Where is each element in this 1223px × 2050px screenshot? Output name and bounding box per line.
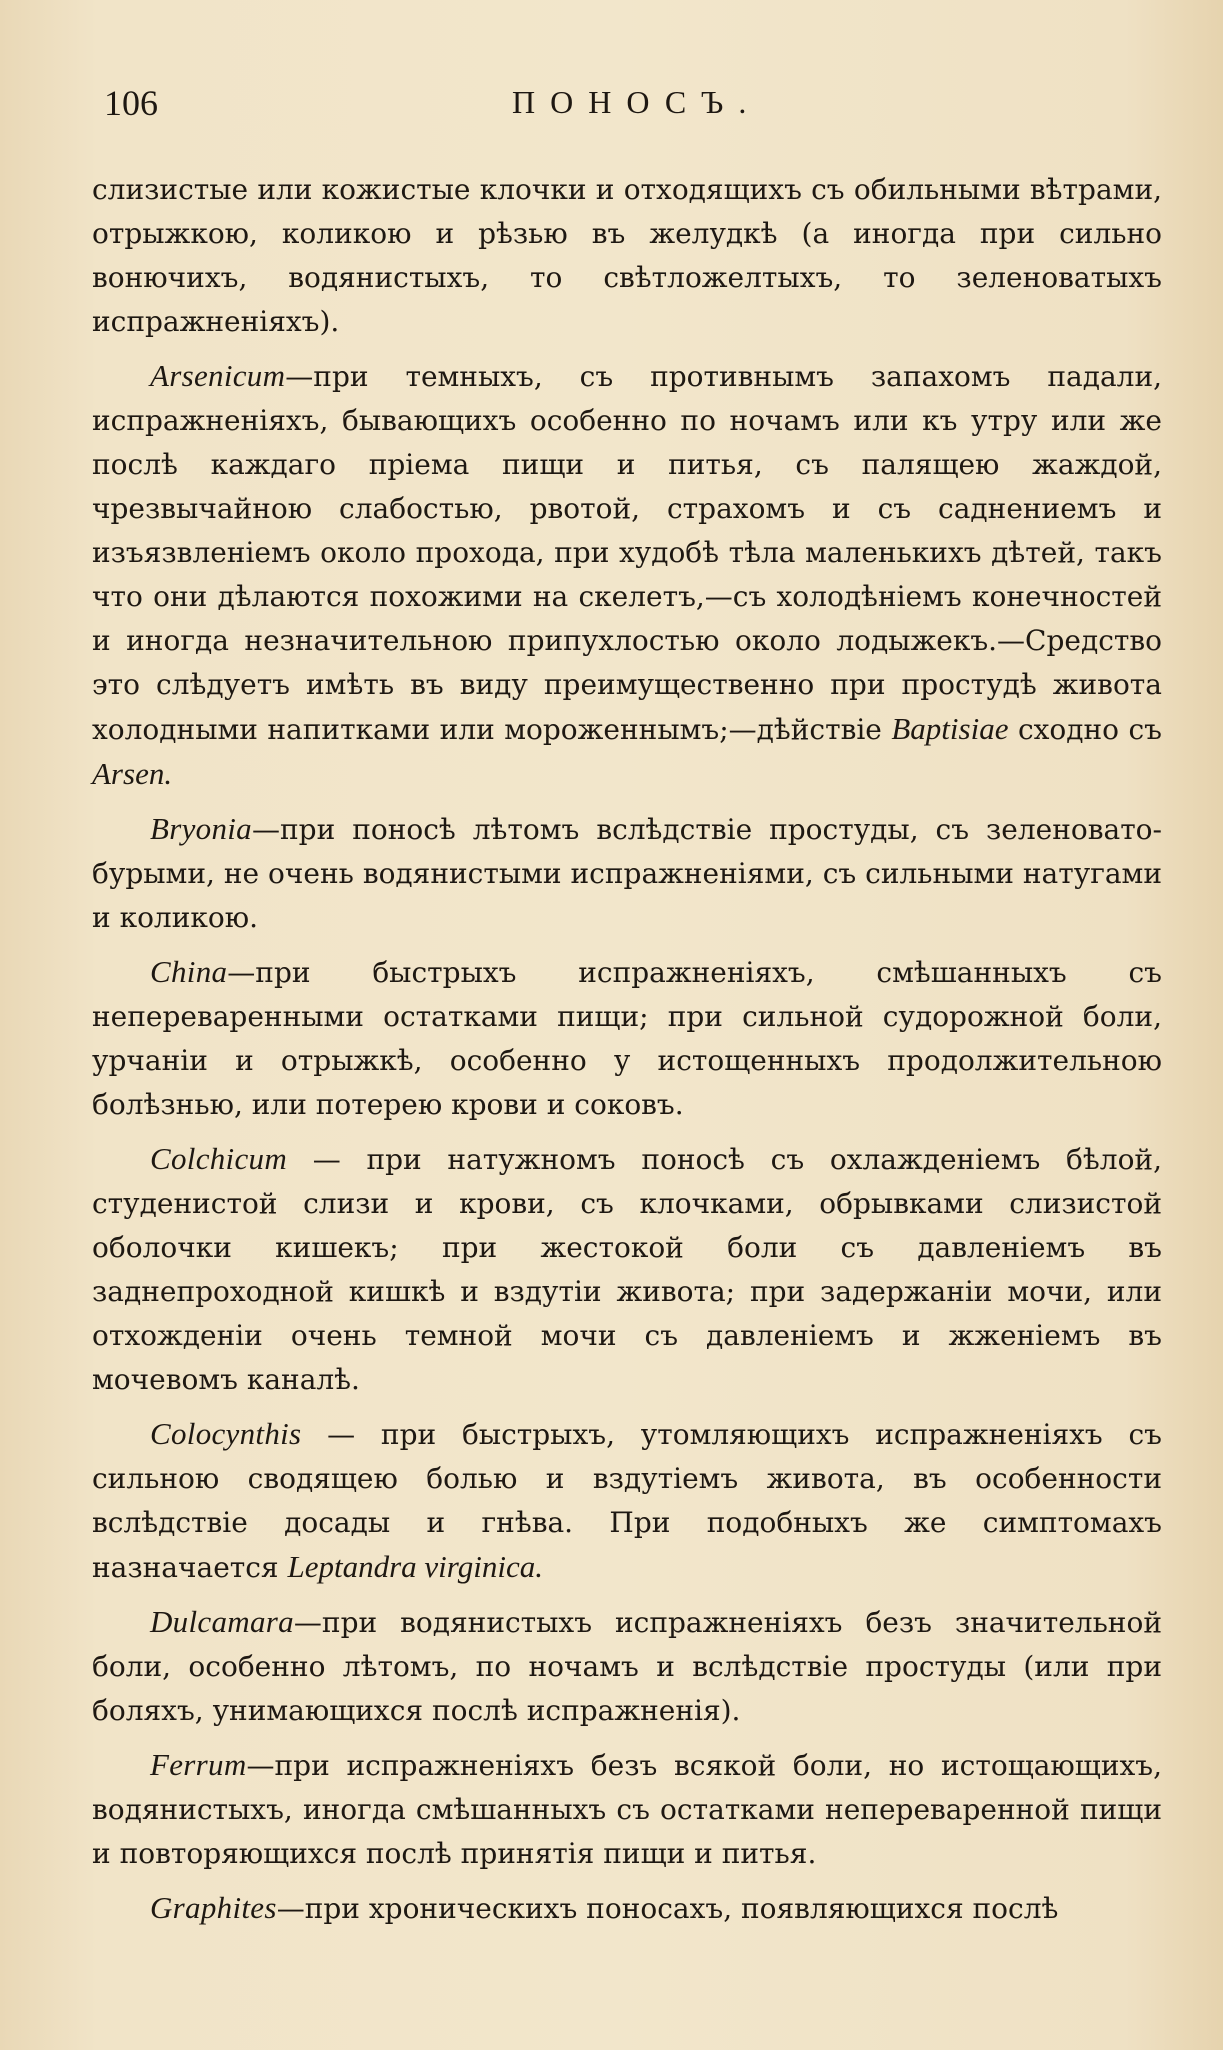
paragraph-text: слизистые или кожистые клочки и отходящихъ съ обильными вѣтрами, отрыжкою, коликою и рѣзью въ желудкѣ (а иногда при сильно вонючихъ, водянистыхъ, то свѣтложелтыхъ, то зеленоватыхъ испражненiяхъ).	[92, 173, 1162, 338]
paragraph-dulcamara	[92, 1600, 1162, 1733]
paragraph-ferrum	[92, 1743, 1162, 1876]
paragraph-graphites	[92, 1886, 1162, 1931]
paragraph-bryonia	[92, 807, 1162, 940]
paragraph-arsenicum	[92, 354, 1162, 797]
paragraph-text: —при поносѣ лѣтомъ вслѣдствiе простуды, съ зеленовато-бурыми, не очень водянистыми испражненiями, съ сильными натугами и коликою.	[92, 813, 1162, 934]
paragraph-text: — при натужномъ поносѣ съ охлажденiемъ бѣлой, студенистой слизи и крови, съ клочками, обрывками слизистой оболочки кишекъ; при жестокой боли съ давленiемъ въ заднепроходной кишкѣ и вздутiи живота; при задержанiи мочи, или отхожденiи очень темной мочи съ давленiемъ и жженiемъ въ мочевомъ каналѣ.	[92, 1143, 1162, 1396]
remedy-name: Colocynthis	[150, 1416, 302, 1451]
paragraph-text: — при быстрыхъ, утомляющихъ испражненiяхъ съ сильною сводящею болью и вздутiемъ живота, въ особенности вслѣдствiе досады и гнѣва. При подобныхъ же симптомахъ назначается	[92, 1418, 1162, 1584]
paragraph-china	[92, 950, 1162, 1127]
remedy-reference: Baptisiae	[891, 711, 1009, 746]
page-header	[104, 82, 1164, 132]
remedy-name: Dulcamara	[150, 1604, 294, 1639]
remedy-name: Graphites	[150, 1890, 277, 1925]
running-title: ПОНОСЪ.	[512, 84, 762, 120]
page-number: 106	[104, 83, 158, 123]
paragraph-text: сходно съ	[1008, 713, 1162, 746]
remedy-name: China	[150, 954, 228, 989]
remedy-reference: Leptandra virginica.	[287, 1549, 543, 1584]
paragraph-text: —при испражненiяхъ безъ всякой боли, но истощающихъ, водянистыхъ, иногда смѣшанныхъ съ остатками непереваренной пищи и повторяющихся послѣ принятiя пищи и питья.	[92, 1749, 1162, 1870]
remedy-name: Arsenicum	[150, 358, 286, 393]
paragraph-text: —при хроническихъ поносахъ, появляющихся послѣ	[276, 1892, 1059, 1925]
paragraph-text: —при быстрыхъ испражненiяхъ, смѣшанныхъ съ непереваренными остатками пищи; при сильной судорожной боли, урчанiи и отрыжкѣ, особенно у истощенныхъ продолжительною болѣзнью, или потерею крови и соковъ.	[92, 956, 1162, 1121]
paragraph-text: —при темныхъ, съ противнымъ запахомъ падали, испражненiяхъ, бывающихъ особенно по ночамъ или къ утру или же послѣ каждаго прiема пищи и питья, съ палящею жаждой, чрезвычайною слабостью, рвотой, страхомъ и съ саднениемъ и изъязвленiемъ около прохода, при худобѣ тѣла маленькихъ дѣтей, такъ что они дѣлаются похожими на скелетъ,—съ холодѣнiемъ конечностей и иногда незначительною припухлостью около лодыжекъ.—Средство это слѣдуетъ имѣть въ виду преимущественно при простудѣ живота холодными напитками или мороженнымъ;—дѣйствiе	[92, 360, 1162, 746]
remedy-reference: Arsen.	[92, 756, 173, 791]
paragraph-colocynthis	[92, 1412, 1162, 1590]
remedy-name: Ferrum	[150, 1747, 247, 1782]
paragraph-continuation	[92, 168, 1162, 344]
paragraph-colchicum	[92, 1137, 1162, 1402]
paragraph-text: —при водянистыхъ испражненiяхъ безъ значительной боли, особенно лѣтомъ, по ночамъ и вслѣдствiе простуды (или при боляхъ, унимающихся послѣ испражненiя).	[92, 1606, 1162, 1727]
remedy-name: Bryonia	[150, 811, 252, 846]
remedy-name: Colchicum	[150, 1141, 288, 1176]
body-text	[92, 168, 1162, 1941]
